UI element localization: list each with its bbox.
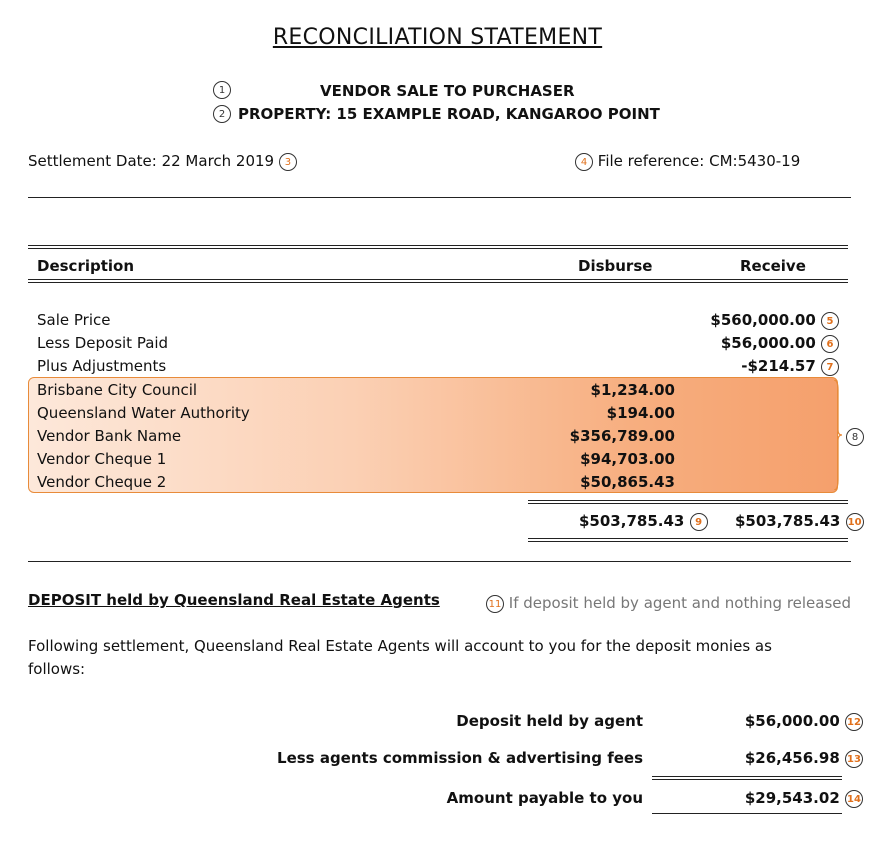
deposit-held-label: Deposit held by agent bbox=[456, 712, 643, 730]
callout-7: 7 bbox=[821, 358, 839, 376]
deposit-intro-line-1: Following settlement, Queensland Real Estate Agents will account to you for the deposit monies as bbox=[28, 637, 772, 655]
callout-10: 10 bbox=[846, 513, 864, 531]
divider-middle bbox=[28, 561, 851, 562]
column-header-description: Description bbox=[37, 257, 135, 275]
table-row-desc-0: Sale Price bbox=[37, 311, 111, 329]
table-row-receive-0: $560,000.00 5 bbox=[710, 311, 839, 330]
table-row-desc-5: Vendor Bank Name bbox=[37, 427, 182, 445]
table-row-desc-6: Vendor Cheque 1 bbox=[37, 450, 167, 468]
totals-rule-top bbox=[528, 500, 848, 504]
deposit-intro-line-2: follows: bbox=[28, 660, 86, 678]
callout-3: 3 bbox=[279, 153, 297, 171]
commission-value: $26,456.98 13 bbox=[745, 749, 863, 768]
page-title: RECONCILIATION STATEMENT bbox=[272, 25, 603, 50]
total-receive: $503,785.43 10 bbox=[735, 512, 864, 531]
table-row-disburse-7: $50,865.43 bbox=[580, 473, 675, 491]
table-header-rule-bottom bbox=[28, 279, 848, 283]
settlement-date: Settlement Date: 22 March 2019 3 bbox=[28, 152, 297, 171]
table-row-desc-3: Brisbane City Council bbox=[37, 381, 198, 399]
table-row-receive-2: -$214.57 7 bbox=[741, 357, 839, 376]
deposit-note: 11 If deposit held by agent and nothing released bbox=[486, 594, 851, 613]
file-reference: 4 File reference: CM:5430-19 bbox=[575, 152, 800, 171]
callout-9: 9 bbox=[690, 513, 708, 531]
payable-value: $29,543.02 14 bbox=[745, 789, 863, 808]
callout-12: 12 bbox=[845, 713, 863, 731]
table-row-disburse-6: $94,703.00 bbox=[580, 450, 675, 468]
callout-5: 5 bbox=[821, 312, 839, 330]
callout-8: 8 bbox=[846, 427, 864, 446]
total-disburse: $503,785.43 9 bbox=[579, 512, 708, 531]
callout-4: 4 bbox=[575, 153, 593, 171]
column-header-disburse: Disburse bbox=[578, 257, 653, 275]
callout-6: 6 bbox=[821, 335, 839, 353]
property-line: PROPERTY: 15 EXAMPLE ROAD, KANGAROO POINT bbox=[238, 105, 660, 123]
callout-11: 11 bbox=[486, 595, 504, 613]
deposit-heading: DEPOSIT held by Queensland Real Estate Agents bbox=[28, 591, 440, 609]
totals-rule-bottom bbox=[528, 538, 848, 542]
table-row-desc-7: Vendor Cheque 2 bbox=[37, 473, 167, 491]
callout-13: 13 bbox=[845, 750, 863, 768]
table-row-desc-4: Queensland Water Authority bbox=[37, 404, 250, 422]
divider-top bbox=[28, 197, 851, 198]
payable-label: Amount payable to you bbox=[446, 789, 643, 807]
callout-14: 14 bbox=[845, 790, 863, 808]
commission-label: Less agents commission & advertising fees bbox=[277, 749, 643, 767]
payable-rule-top bbox=[652, 776, 842, 780]
table-row-disburse-3: $1,234.00 bbox=[590, 381, 675, 399]
table-row-desc-2: Plus Adjustments bbox=[37, 357, 167, 375]
table-row-disburse-4: $194.00 bbox=[606, 404, 675, 422]
callout-1: 1 bbox=[213, 80, 231, 99]
bracket-icon bbox=[834, 380, 842, 490]
deposit-held-value: $56,000.00 12 bbox=[745, 712, 863, 731]
subtitle: VENDOR SALE TO PURCHASER bbox=[320, 82, 575, 100]
callout-2: 2 bbox=[213, 104, 231, 123]
table-header-rule-top bbox=[28, 245, 848, 249]
table-row-desc-1: Less Deposit Paid bbox=[37, 334, 169, 352]
table-row-receive-1: $56,000.00 6 bbox=[721, 334, 839, 353]
column-header-receive: Receive bbox=[740, 257, 806, 275]
table-row-disburse-5: $356,789.00 bbox=[569, 427, 675, 445]
payable-rule-bottom bbox=[652, 813, 842, 814]
